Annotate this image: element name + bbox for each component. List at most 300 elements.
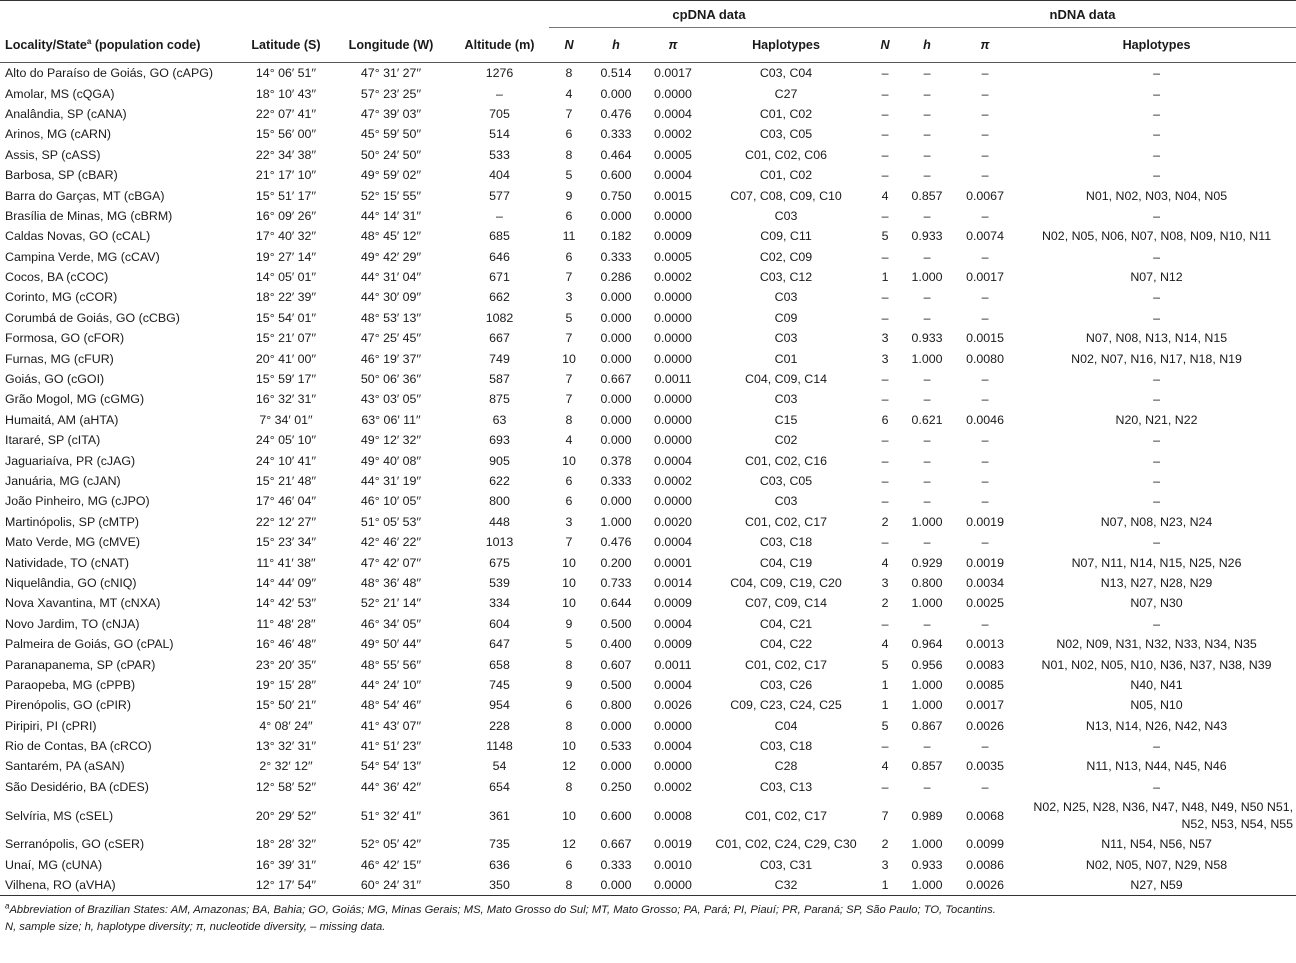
cp-n-cell: 5 [565, 310, 573, 325]
n-pi-cell: – [981, 106, 989, 121]
altitude-cell: 662 [489, 290, 510, 305]
n-h-cell: 0.867 [911, 718, 943, 733]
cp-n-cell: 6 [565, 494, 573, 509]
cp-haplotypes-cell: C02, C09 [759, 249, 813, 264]
n-haplotypes-cell: – [1153, 433, 1160, 448]
n-pi-cell: – [981, 616, 989, 631]
table-row [0, 185, 1296, 205]
cp-pi-cell: 0.0002 [654, 127, 692, 142]
n-pi-cell: – [981, 127, 989, 142]
n-h-cell: 0.933 [911, 229, 943, 244]
cp-pi-cell: 0.0004 [654, 739, 692, 754]
n-h-cell: 0.989 [911, 808, 943, 823]
locality-cell: Palmeira de Goiás, GO (cPAL) [5, 637, 174, 652]
cp-haplotypes-cell: C03, C31 [759, 857, 813, 872]
cp-pi-cell: 0.0017 [654, 66, 692, 81]
n-pi-cell: 0.0025 [966, 596, 1004, 611]
n-pi-cell: 0.0035 [966, 759, 1004, 774]
altitude-cell: 514 [489, 127, 510, 142]
n-pi-cell: – [981, 392, 989, 407]
latitude-cell: 2° 32′ 12′′ [259, 759, 313, 774]
altitude-cell: 1276 [485, 66, 514, 81]
n-n-cell: 3 [881, 575, 889, 590]
latitude-cell: 15° 54′ 01′′ [255, 310, 317, 325]
latitude-cell: 22° 12′ 27′′ [255, 514, 317, 529]
locality-cell: São Desidério, BA (cDES) [5, 779, 149, 794]
n-haplotypes-cell: N20, N21, N22 [1115, 412, 1198, 427]
n-haplotypes-cell: N05, N10 [1130, 698, 1183, 713]
latitude-cell: 19° 15′ 28′′ [255, 677, 317, 692]
altitude-cell: 533 [489, 147, 510, 162]
n-n-cell: – [881, 494, 889, 509]
latitude-cell: 15° 23′ 34′′ [255, 535, 317, 550]
cp-haplotypes-cell: C32 [703, 875, 869, 896]
n-n-cell: 3 [881, 857, 889, 872]
n-h-cell: – [923, 106, 931, 121]
cp-pi-cell: 0.0001 [654, 555, 692, 570]
n-n-cell: – [881, 66, 889, 81]
n-h-cell: – [923, 372, 931, 387]
locality-cell: Pirenópolis, GO (cPIR) [5, 698, 132, 713]
n-n-cell: 4 [881, 555, 889, 570]
altitude-cell: 658 [489, 657, 510, 672]
cp-h-cell: 0.000 [600, 718, 632, 733]
cp-h-cell: 0.333 [600, 249, 632, 264]
table-row [0, 430, 1296, 450]
latitude-cell: 15° 56′ 00′′ [255, 127, 317, 142]
table-row [0, 532, 1296, 552]
cp-h-cell: 0.533 [600, 739, 632, 754]
n-pi-cell: – [981, 310, 989, 325]
cp-pi-cell: 0.0011 [654, 657, 692, 672]
cp-n-cell: 10 [562, 739, 576, 754]
n-haplotypes-cell: – [1153, 208, 1160, 223]
n-n-cell: – [881, 127, 889, 142]
cp-pi-cell: 0.0000 [654, 86, 692, 101]
longitude-cell: 47° 25′ 45′′ [360, 331, 422, 346]
cp-n-cell: 6 [565, 474, 573, 488]
table-row [0, 226, 1296, 246]
cp-h-cell: 0.250 [600, 779, 632, 794]
cp-haplotypes-cell: C03, C18 [759, 739, 813, 754]
table-row [0, 756, 1296, 776]
footnote-a: $^a$Abbreviation of Brazilian States: AM, Amazonas; BA, Bahia; GO, Goiás; MG, Minas Gerais; MS, Mato Grosso do Sul; MT, Mato Grosso; PA, Pará; PI, Piauí; PR, Paraná; SP, São Paulo; TO, Tocantins. [5, 901, 996, 917]
locality-cell: Selvíria, MS (cSEL) [5, 808, 114, 823]
table-row [0, 736, 1296, 756]
n-n-cell: – [881, 535, 889, 550]
table-row [0, 267, 1296, 287]
altitude-cell: 654 [489, 779, 510, 794]
latitude-cell: 4° 08′ 24′′ [259, 718, 313, 733]
cp-n-cell: 5 [565, 168, 573, 183]
n-h-cell: 1.000 [911, 677, 943, 692]
cp-haplotypes-cell: C03, C04 [759, 66, 813, 81]
cp-h-header: h [612, 38, 620, 52]
n-haplotypes-cell: N40, N41 [1130, 677, 1183, 692]
n-pi-cell: 0.0013 [966, 637, 1004, 652]
table-row [0, 777, 1296, 797]
n-haplotypes-cell: N07, N11, N14, N15, N25, N26 [1071, 555, 1242, 570]
n-haplotypes-cell: N07, N08, N23, N24 [1100, 514, 1213, 529]
altitude-cell: 622 [489, 474, 510, 488]
n-n-cell: 4 [881, 188, 889, 203]
cp-haplotypes-cell: C07, C09, C14 [745, 596, 827, 611]
cp-h-cell: 0.607 [600, 657, 632, 672]
longitude-cell: 46° 34′ 05′′ [360, 616, 422, 631]
longitude-cell: 42° 46′ 22′′ [360, 535, 422, 550]
cp-pi-cell: 0.0002 [654, 474, 692, 488]
locality-cell: João Pinheiro, MG (cJPO) [5, 494, 150, 509]
n-haplotypes-cell: – [1153, 779, 1160, 794]
cp-haplotypes-cell: C03, C05 [759, 474, 813, 488]
cp-haplotypes-cell: C09 [774, 310, 798, 325]
cp-n-cell: 8 [565, 657, 573, 672]
locality-cell: Jaguariaíva, PR (cJAG) [5, 453, 136, 468]
n-haplotypes-cell: N11, N54, N56, N57 [1101, 837, 1212, 852]
n-pi-cell: – [981, 86, 989, 101]
longitude-cell: 47° 39′ 03′′ [360, 106, 422, 121]
n-h-cell: 0.857 [911, 188, 943, 203]
n-h-cell: 1.000 [911, 270, 943, 285]
cp-h-cell: 0.667 [600, 837, 632, 852]
n-pi-cell: 0.0074 [966, 229, 1004, 244]
cp-pi-cell: 0.0004 [654, 453, 692, 468]
n-pi-cell: 0.0083 [966, 657, 1004, 672]
cp-h-cell: 0.000 [600, 759, 632, 774]
locality-cell: Januária, MG (cJAN) [5, 474, 121, 488]
n-pi-cell: 0.0067 [966, 188, 1004, 203]
cp-haplotypes-cell: C27 [774, 86, 798, 101]
locality-cell: Nova Xavantina, MT (cNXA) [5, 596, 161, 611]
n-pi-cell: – [981, 535, 989, 550]
n-h-cell: – [923, 494, 931, 509]
latitude-cell: 16° 39′ 31′′ [255, 857, 317, 872]
n-pi-cell: – [981, 249, 989, 264]
cp-h-cell: 0.750 [600, 188, 632, 203]
locality-cell: Barbosa, SP (cBAR) [5, 168, 118, 183]
n-haplotypes-cell: – [1153, 310, 1160, 325]
n-pi-cell: 0.0017 [966, 698, 1004, 713]
n-pi-cell: – [981, 290, 989, 305]
table-row [0, 83, 1296, 103]
cp-pi-cell: 0.0015 [654, 188, 692, 203]
n-haplotypes-cell: – [1153, 392, 1160, 407]
cp-n-cell: 3 [565, 290, 573, 305]
n-n-cell: – [881, 739, 889, 754]
cp-pi-cell: 0.0004 [654, 106, 692, 121]
cp-pi-cell: 0.0000 [654, 494, 692, 509]
n-haplotypes-cell: – [1153, 86, 1160, 101]
altitude-cell: 667 [489, 331, 510, 346]
altitude-cell: 577 [489, 188, 510, 203]
n-n-cell: 5 [881, 229, 889, 244]
longitude-cell: 57° 23′ 25′′ [360, 86, 422, 101]
cp-n-cell: 9 [565, 188, 573, 203]
altitude-cell: 587 [489, 372, 510, 387]
longitude-cell: 46° 19′ 37′′ [360, 351, 422, 366]
table-row [0, 145, 1296, 165]
cp-pi-cell: 0.0000 [654, 759, 692, 774]
n-h-cell: 1.000 [911, 351, 943, 366]
cp-pi-cell: 0.0000 [654, 310, 692, 325]
table-row [0, 634, 1296, 654]
altitude-cell: 1013 [485, 535, 514, 550]
locality-cell: Natividade, TO (cNAT) [5, 555, 129, 570]
n-h-cell: – [923, 453, 931, 468]
longitude-cell: 44° 36′ 42′′ [360, 779, 422, 794]
locality-cell: Brasília de Minas, MG (cBRM) [5, 208, 173, 223]
n-n-cell: 4 [881, 759, 889, 774]
table-row [0, 834, 1296, 854]
cp-pi-cell: 0.0020 [654, 514, 692, 529]
table-row [0, 512, 1296, 532]
cp-pi-cell: 0.0002 [654, 779, 692, 794]
longitude-cell: 49° 50′ 44′′ [360, 637, 422, 652]
n-h-cell: 0.857 [911, 759, 943, 774]
longitude-cell: 48° 55′ 56′′ [360, 657, 422, 672]
n-haplotypes-cell: – [1153, 106, 1160, 121]
n-haplotypes-cell: N02, N25, N28, N36, N47, N48, N49, N50 N51, N52, N53, N54, N55 [1033, 799, 1294, 831]
n-n-cell: – [881, 290, 889, 305]
n-n-cell: 3 [881, 351, 889, 366]
longitude-cell: 48° 45′ 12′′ [360, 229, 422, 244]
locality-cell: Rio de Contas, BA (cRCO) [5, 739, 152, 754]
cp-haplotypes-header: Haplotypes [752, 38, 820, 52]
table-row [0, 552, 1296, 572]
cp-h-cell: 0.733 [600, 575, 632, 590]
cp-h-cell: 0.182 [600, 229, 632, 244]
cp-h-cell: 0.333 [600, 127, 632, 142]
cp-pi-cell: 0.0026 [654, 698, 692, 713]
cp-haplotypes-cell: C01, C02, C24, C29, C30 [715, 837, 857, 852]
altitude-cell: 647 [489, 637, 510, 652]
n-pi-cell: 0.0019 [966, 514, 1004, 529]
table-row [0, 369, 1296, 389]
locality-cell: Analândia, SP (cANA) [5, 106, 127, 121]
cp-n-cell: 10 [562, 808, 576, 823]
cp-haplotypes-cell: C04 [774, 718, 798, 733]
n-h-cell: – [923, 433, 931, 448]
n-haplotypes-cell: – [1153, 66, 1160, 81]
longitude-cell: 60° 24′ 31′′ [332, 875, 450, 896]
cp-h-cell: 1.000 [600, 514, 632, 529]
n-n-cell: – [881, 779, 889, 794]
footnote-b: N, sample size; h, haplotype diversity; π, nucleotide diversity, – missing data. [5, 921, 386, 934]
n-n-cell: 1 [869, 875, 901, 896]
n-haplotypes-cell: – [1153, 474, 1160, 488]
n-haplotypes-cell: N01, N02, N05, N10, N36, N37, N38, N39 [1041, 657, 1272, 672]
cp-pi-cell: 0.0000 [654, 351, 692, 366]
latitude-header: Latitude (S) [251, 37, 321, 52]
altitude-cell: 745 [489, 677, 510, 692]
n-n-cell: 5 [881, 657, 889, 672]
longitude-cell: 45° 59′ 50′′ [360, 127, 422, 142]
locality-cell: Goiás, GO (cGOI) [5, 372, 105, 387]
n-pi-cell: – [981, 494, 989, 509]
n-n-cell: 4 [881, 637, 889, 652]
locality-cell: Furnas, MG (cFUR) [5, 351, 114, 366]
longitude-cell: 51° 32′ 41′′ [360, 808, 422, 823]
n-pi-cell: 0.0026 [953, 875, 1017, 896]
longitude-cell: 47° 42′ 07′′ [360, 555, 422, 570]
n-pi-cell: 0.0015 [966, 331, 1004, 346]
latitude-cell: 12° 58′ 52′′ [255, 779, 317, 794]
cp-pi-cell: 0.0014 [654, 575, 692, 590]
table-row [0, 695, 1296, 715]
n-h-cell: – [923, 127, 931, 142]
altitude-cell: 404 [489, 168, 510, 183]
cp-n-cell: 6 [565, 127, 573, 142]
table-row [0, 875, 1296, 896]
table-row [0, 797, 1296, 834]
n-h-cell: – [923, 779, 931, 794]
cp-pi-cell: 0.0000 [654, 412, 692, 427]
locality-cell: Barra do Garças, MT (cBGA) [5, 188, 165, 203]
cp-pi-cell: 0.0010 [654, 857, 692, 872]
table-row [0, 287, 1296, 307]
cp-pi-cell: 0.0000 [654, 290, 692, 305]
n-h-cell: – [923, 392, 931, 407]
locality-cell: Serranópolis, GO (cSER) [5, 837, 145, 852]
cp-haplotypes-cell: C15 [774, 412, 798, 427]
n-pi-cell: 0.0046 [966, 412, 1004, 427]
n-n-cell: – [881, 616, 889, 631]
latitude-cell: 15° 59′ 17′′ [255, 372, 317, 387]
n-haplotypes-cell: N02, N05, N06, N07, N08, N09, N10, N11 [1041, 229, 1272, 244]
table-row [0, 450, 1296, 470]
longitude-cell: 46° 42′ 15′′ [360, 857, 422, 872]
cp-n-cell: 4 [565, 433, 573, 448]
n-n-cell: – [881, 208, 889, 223]
latitude-cell: 24° 05′ 10′′ [255, 433, 317, 448]
cp-haplotypes-cell: C01 [774, 351, 798, 366]
n-n-cell: – [881, 249, 889, 264]
table-row [0, 654, 1296, 674]
n-haplotypes-cell: N07, N30 [1130, 596, 1183, 611]
ndna-group-header: nDNA data [869, 1, 1296, 28]
cp-pi-cell: 0.0008 [654, 808, 692, 823]
cp-n-cell: 8 [565, 412, 573, 427]
n-haplotypes-cell: N27, N59 [1017, 875, 1296, 896]
longitude-cell: 47° 31′ 27′′ [360, 66, 422, 81]
n-n-cell: – [881, 147, 889, 162]
cp-haplotypes-cell: C04, C09, C14 [745, 372, 827, 387]
longitude-cell: 52° 05′ 42′′ [360, 837, 422, 852]
n-haplotypes-header: Haplotypes [1122, 38, 1191, 52]
n-pi-cell: – [981, 453, 989, 468]
cp-h-cell: 0.000 [600, 412, 632, 427]
cp-haplotypes-cell: C03, C18 [759, 535, 813, 550]
table-row [0, 573, 1296, 593]
n-haplotypes-cell: – [1153, 453, 1160, 468]
n-pi-cell: 0.0017 [966, 270, 1004, 285]
n-pi-cell: – [981, 66, 989, 81]
cp-haplotypes-cell: C09, C23, C24, C25 [730, 698, 842, 713]
cp-h-cell: 0.200 [600, 555, 632, 570]
altitude-cell: 539 [489, 575, 510, 590]
locality-cell: Martinópolis, SP (cMTP) [5, 514, 140, 529]
cp-h-cell: 0.333 [600, 857, 632, 872]
n-h-cell: 1.000 [911, 596, 943, 611]
cp-n-cell: 5 [565, 637, 573, 652]
cp-haplotypes-cell: C03, C13 [759, 779, 813, 794]
latitude-cell: 14° 42′ 53′′ [255, 596, 317, 611]
altitude-cell: 636 [489, 857, 510, 872]
cpdna-group-header: cpDNA data [549, 1, 869, 28]
table-row [0, 63, 1296, 84]
cp-h-cell: 0.476 [600, 106, 632, 121]
latitude-cell: 21° 17′ 10′′ [255, 168, 317, 183]
cp-haplotypes-cell: C03 [774, 331, 798, 346]
longitude-cell: 41° 43′ 07′′ [360, 718, 422, 733]
latitude-cell: 11° 48′ 28′′ [256, 616, 316, 631]
altitude-cell: 735 [489, 837, 510, 852]
cp-h-cell: 0.000 [600, 208, 632, 223]
table-row [0, 124, 1296, 144]
cp-n-cell: 10 [562, 453, 576, 468]
locality-cell: Campina Verde, MG (cCAV) [5, 249, 160, 264]
n-n-cell: – [881, 433, 889, 448]
cp-h-cell: 0.000 [600, 392, 632, 407]
n-h-cell: – [923, 249, 931, 264]
cp-n-cell: 12 [562, 837, 576, 852]
n-n-cell: 1 [881, 677, 889, 692]
cp-h-cell: 0.000 [600, 433, 632, 448]
table-row [0, 389, 1296, 409]
cp-n-cell: 10 [562, 575, 576, 590]
cp-n-cell: 11 [562, 229, 576, 244]
longitude-cell: 44° 30′ 09′′ [360, 290, 422, 305]
n-n-cell: – [881, 372, 889, 387]
cp-n-cell: 9 [565, 677, 573, 692]
cp-haplotypes-cell: C01, C02, C06 [745, 147, 827, 162]
locality-cell: Niquelândia, GO (cNIQ) [5, 575, 137, 590]
cp-n-cell: 12 [562, 759, 576, 774]
n-haplotypes-cell: N07, N12 [1130, 270, 1183, 285]
cp-pi-header: π [668, 38, 678, 52]
n-haplotypes-cell: N11, N13, N44, N45, N46 [1086, 759, 1227, 774]
locality-cell: Formosa, GO (cFOR) [5, 331, 125, 346]
cp-pi-cell: 0.0000 [654, 392, 692, 407]
n-pi-cell: – [981, 372, 989, 387]
n-haplotypes-cell: – [1153, 494, 1160, 509]
n-n-cell: – [881, 474, 889, 488]
longitude-cell: 48° 36′ 48′′ [360, 575, 422, 590]
cp-haplotypes-cell: C03, C05 [759, 127, 813, 142]
n-haplotypes-cell: N02, N05, N07, N29, N58 [1085, 857, 1228, 872]
cp-n-cell: 7 [565, 372, 573, 387]
n-h-cell: – [923, 474, 931, 488]
locality-cell: Caldas Novas, GO (cCAL) [5, 229, 151, 244]
n-h-cell: – [923, 168, 931, 183]
altitude-cell: 705 [489, 106, 510, 121]
locality-cell: Mato Verde, MG (cMVE) [5, 535, 140, 550]
longitude-cell: 50° 06′ 36′′ [360, 372, 422, 387]
cp-n-header: N [564, 38, 574, 52]
latitude-cell: 12° 17′ 54′′ [240, 875, 332, 896]
n-n-cell: 1 [881, 270, 889, 285]
cp-n-cell: 9 [565, 616, 573, 631]
table-row [0, 593, 1296, 613]
longitude-cell: 49° 59′ 02′′ [360, 168, 422, 183]
n-n-cell: 5 [881, 718, 889, 733]
altitude-cell: 604 [489, 616, 510, 631]
cp-haplotypes-cell: C03 [774, 290, 798, 305]
longitude-cell: 49° 40′ 08′′ [360, 453, 422, 468]
locality-cell: Amolar, MS (cQGA) [5, 86, 115, 101]
n-n-header: N [880, 38, 890, 52]
longitude-cell: 52° 21′ 14′′ [360, 596, 422, 611]
